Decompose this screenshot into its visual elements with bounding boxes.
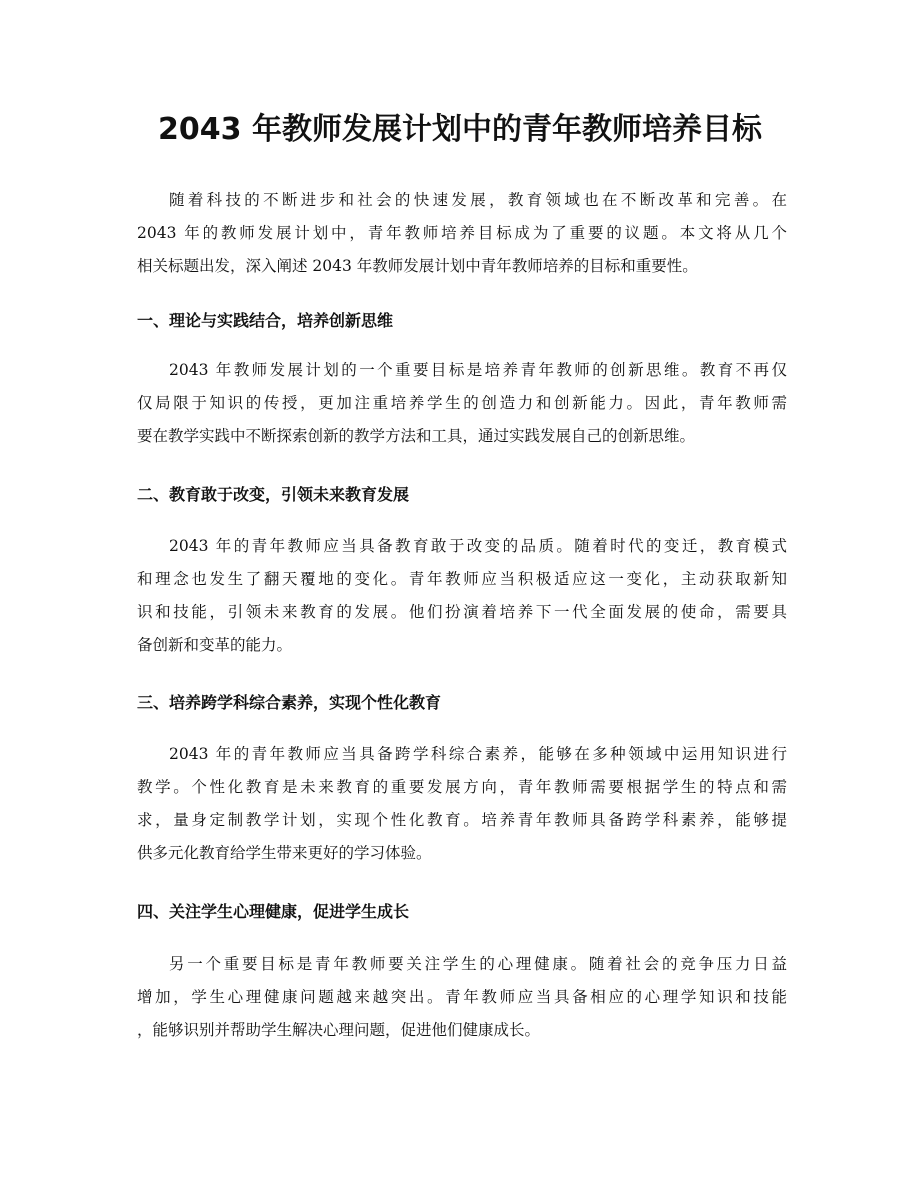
- paragraph-line: 备创新和变革的能力。: [137, 636, 293, 654]
- document-title: 2043 年教师发展计划中的青年教师培养目标: [158, 112, 762, 147]
- section-2-heading: 二、教育敢于改变，引领未来教育发展: [137, 485, 410, 504]
- paragraph-line: 另一个重要目标是青年教师要关注学生的心理健康。随着社会的竞争压力日益: [169, 955, 787, 973]
- section-1-heading: 一、理论与实践结合，培养创新思维: [137, 311, 394, 330]
- section-3-heading: 三、培养跨学科综合素养，实现个性化教育: [137, 693, 442, 712]
- section-1-paragraph: [137, 354, 787, 453]
- paragraph-line: 求，量身定制教学计划，实现个性化教育。培养青年教师具备跨学科素养，能够提: [137, 811, 787, 829]
- paragraph-line: 2043 年教师发展计划的一个重要目标是培养青年教师的创新思维。教育不再仅: [169, 361, 787, 379]
- section-3-paragraph: [137, 738, 787, 870]
- paragraph-line: 供多元化教育给学生带来更好的学习体验。: [137, 844, 432, 862]
- paragraph-line: 要在教学实践中不断探索创新的教学方法和工具，通过实践发展自己的创新思维。: [137, 427, 696, 445]
- section-2-paragraph: [137, 530, 787, 662]
- paragraph-line: 教学。个性化教育是未来教育的重要发展方向，青年教师需要根据学生的特点和需: [137, 778, 787, 796]
- section-4-heading: 四、关注学生心理健康，促进学生成长: [137, 902, 410, 921]
- paragraph-line: 仅局限于知识的传授，更加注重培养学生的创造力和创新能力。因此，青年教师需: [137, 394, 787, 412]
- paragraph-line: 2043 年的青年教师应当具备教育敢于改变的品质。随着时代的变迁，教育模式: [169, 537, 787, 555]
- paragraph-line: 识和技能，引领未来教育的发展。他们扮演着培养下一代全面发展的使命，需要具: [137, 603, 787, 621]
- paragraph-line: 2043 年的青年教师应当具备跨学科综合素养，能够在多种领域中运用知识进行: [169, 745, 787, 763]
- paragraph-line: 随着科技的不断进步和社会的快速发展，教育领域也在不断改革和完善。在: [169, 191, 787, 209]
- paragraph-line: 和理念也发生了翻天覆地的变化。青年教师应当积极适应这一变化，主动获取新知: [137, 570, 787, 588]
- paragraph-line: 2043 年的教师发展计划中，青年教师培养目标成为了重要的议题。本文将从几个: [137, 224, 787, 242]
- paragraph-line: 增加，学生心理健康问题越来越突出。青年教师应当具备相应的心理学知识和技能: [137, 988, 787, 1006]
- section-4-paragraph: [137, 948, 787, 1047]
- paragraph-line: 相关标题出发，深入阐述 2043 年教师发展计划中青年教师培养的目标和重要性。: [137, 257, 698, 275]
- paragraph-line: ，能够识别并帮助学生解决心理问题，促进他们健康成长。: [137, 1021, 541, 1039]
- intro-paragraph: [137, 184, 787, 283]
